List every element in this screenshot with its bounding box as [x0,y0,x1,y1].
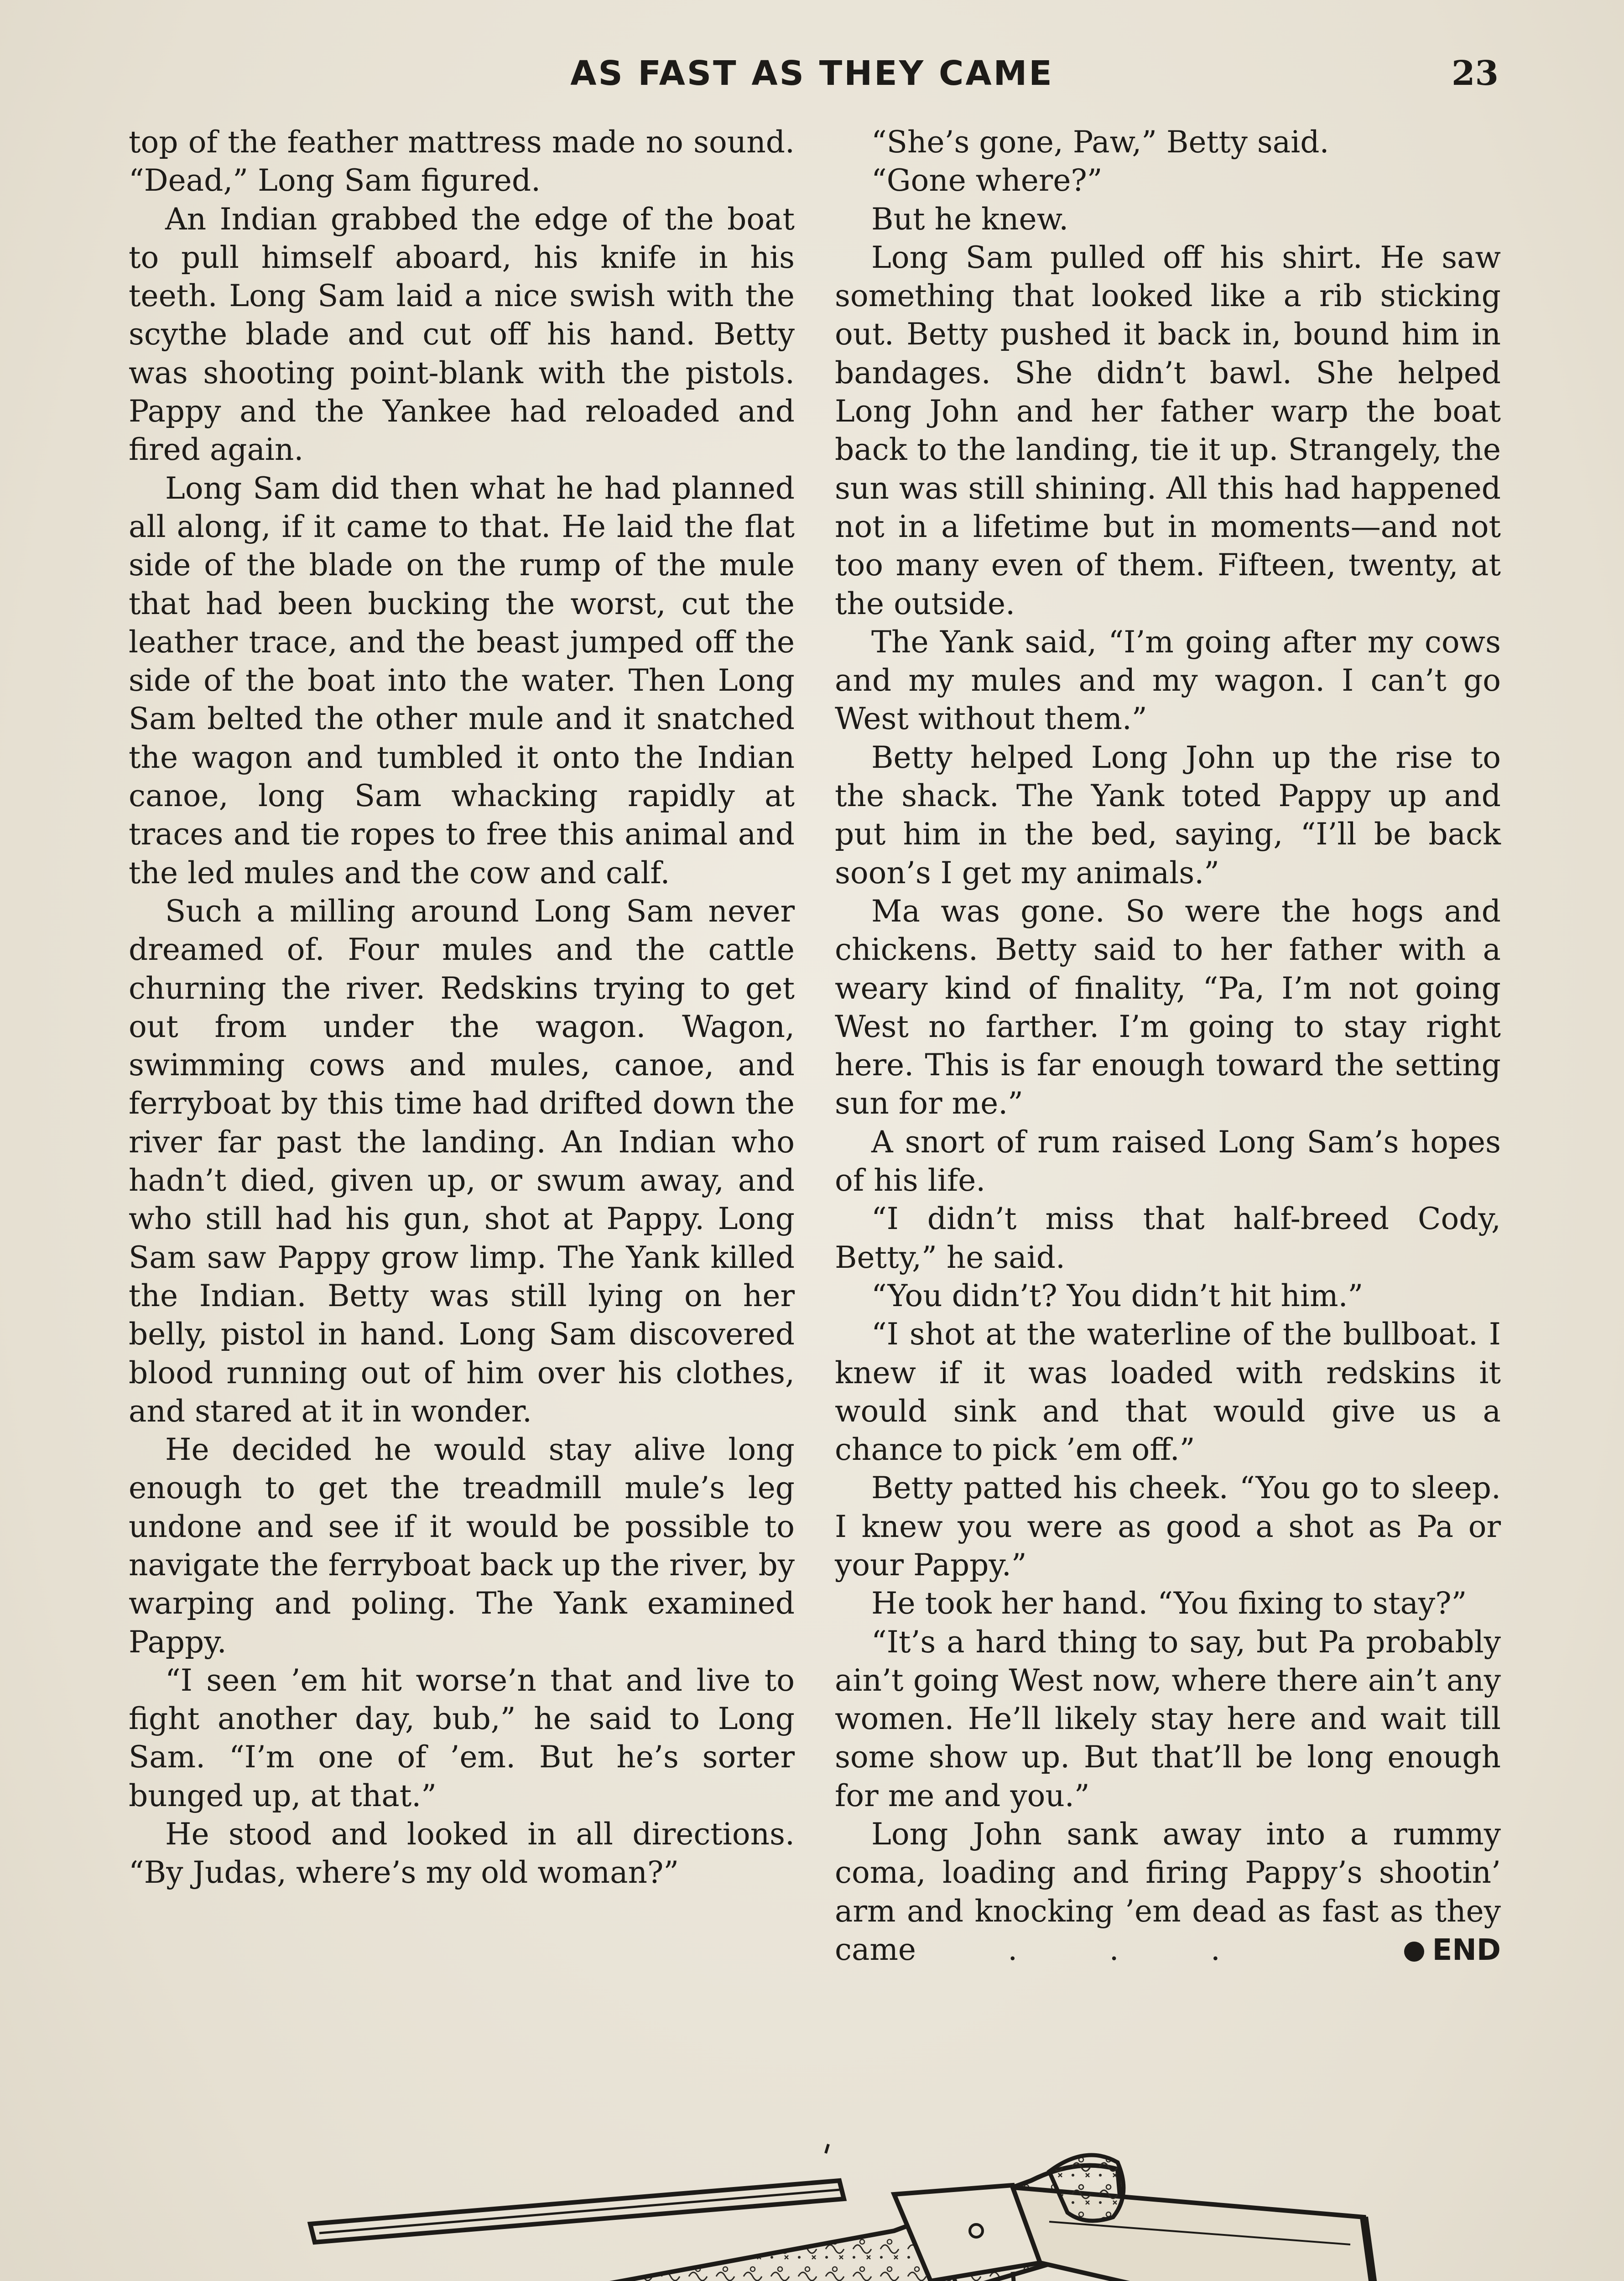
closing-text: Long John sank away into a rummy coma, loading and firing Pappy’s shootin’ arm and knocking ’em dead as fast as they came . . . [835,1817,1501,1967]
right-column [835,123,1501,1969]
paragraph: Such a milling around Long Sam never dreamed of. Four mules and the cattle churning the river. Redskins trying to get out from under the wagon. Wagon, swimming cows and mules, canoe, and ferryboat by this time had drifted down the river far past the landing. An Indian who hadn’t died, given up, or swum away, and who still had his gun, shot at Pappy. Long Sam saw Pappy grow limp. The Yank killed the Indian. Betty was still lying on her belly, pistol in hand. Long Sam discovered blood running out of him over his clothes, and stared at it in wonder. [129,893,795,1429]
closing-paragraph [835,1815,1501,1969]
paragraph: top of the feather mattress made no sound. “Dead,” Long Sam figured. [129,125,795,198]
paragraph: “I shot at the waterline of the bullboat. I knew if it was loaded with redskins it would sink and that would give us a chance to pick ’em off.” [835,1317,1501,1468]
paragraph: But he knew. [871,201,1069,237]
paragraph: “I seen ’em hit worse’n that and live to fight another day, bub,” he said to Long Sam. “I’m one of ’em. But he’s sorter bunged up, at that.” [129,1662,795,1813]
end-mark [1404,1933,1501,1967]
paragraph: Long Sam did then what he had planned all along, if it came to that. He laid the flat side of the blade on the rump of the mule that had been bucking the worst, cut the leather trace, and the beast jumped off the side of the boat into the water. Then Long Sam belted the other mule and it snatched the wagon and tumbled it onto the Indian canoe, long Sam whacking rapidly at traces and tie ropes to free this animal and the led mules and the cow and calf. [129,470,795,891]
paragraph: “Gone where?” [871,163,1103,198]
rifle-in-sheath-icon [301,2126,1387,2281]
running-head-title: AS FAST AS THEY CAME [570,54,1054,93]
paragraph: Betty helped Long John up the rise to the shack. The Yank toted Pappy up and put him in the bed, saying, “I’ll be back soon’s I get my animals.” [835,740,1501,891]
paragraph: “You didn’t? You didn’t hit him.” [871,1278,1364,1313]
paragraph: “I didn’t miss that half-breed Cody, Betty,” he said. [835,1201,1501,1275]
paragraph: He stood and looked in all directions. “By Judas, where’s my old woman?” [129,1817,795,1890]
end-label: END [1432,1933,1501,1967]
end-bullet-icon [1404,1942,1424,1962]
paragraph: “It’s a hard thing to say, but Pa probably ain’t going West now, where there ain’t any women. He’ll likely stay here and wait till some show up. But that’ll be long enough for me and you.” [835,1624,1501,1813]
paragraph: Betty patted his cheek. “You go to sleep. I knew you were as good a shot as Pa or your Pappy.” [835,1470,1501,1583]
paragraph: He decided he would stay alive long enough to get the treadmill mule’s leg undone and see if it would be possible to navigate the ferryboat back up the river, by warping and poling. The Yank examined Pappy. [129,1432,795,1660]
left-column [129,123,795,1892]
paragraph: He took her hand. “You fixing to stay?” [871,1586,1467,1621]
page-number: 23 [1452,54,1499,93]
paragraph: Ma was gone. So were the hogs and chickens. Betty said to her father with a weary kind of finality, “Pa, I’m not going West no farther. I’m going to stay right here. This is far enough toward the setting sun for me.” [835,893,1501,1121]
paragraph: The Yank said, “I’m going after my cows and my mules and my wagon. I can’t go West without them.” [835,624,1501,737]
paragraph: An Indian grabbed the edge of the boat to pull himself aboard, his knife in his teeth. Long Sam laid a nice swish with the scythe blade and cut off his hand. Betty was shooting point-blank with the pistols. Pappy and the Yankee had reloaded and fired again. [129,201,795,468]
paragraph: A snort of rum raised Long Sam’s hopes of his life. [835,1124,1501,1198]
paragraph: “She’s gone, Paw,” Betty said. [871,125,1329,160]
paragraph: Long Sam pulled off his shirt. He saw something that looked like a rib sticking out. Betty pushed it back in, bound him in bandages. She didn’t bawl. She helped Long John and her father warp the boat back to the landing, tie it up. Strangely, the sun was still shining. All this had happened not in a lifetime but in moments—and not too many even of them. Fifteen, twenty, at the outside. [835,240,1501,621]
page-header [0,54,1624,109]
